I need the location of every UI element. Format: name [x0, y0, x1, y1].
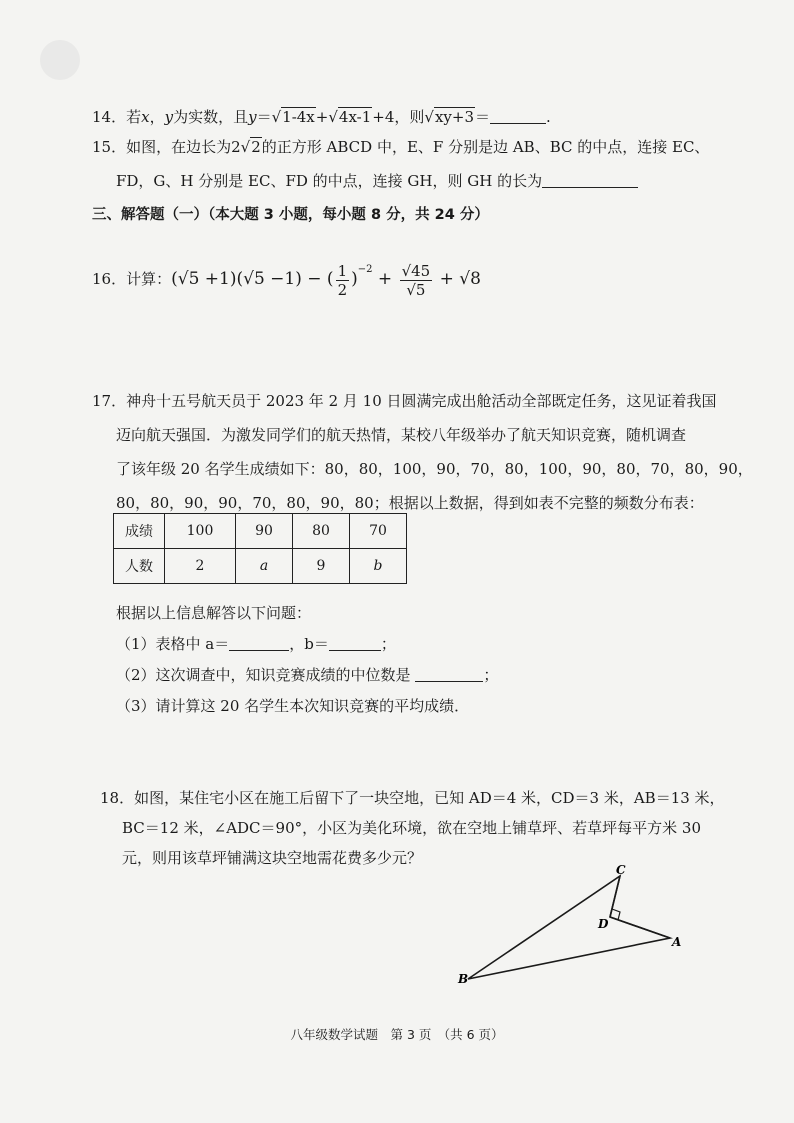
question-15-line-2	[116, 171, 638, 191]
q17-text: （1）表格中 a＝	[116, 635, 230, 653]
frac-num: √45	[401, 261, 431, 280]
label-c: C	[616, 863, 626, 877]
table-row	[114, 514, 407, 549]
q17-line-2: 迈向航天强国．为激发同学们的航天热情，某校八年级举办了航天知识竞赛，随机调查	[116, 426, 687, 444]
answer-blank-b[interactable]	[329, 636, 381, 651]
table-cell: a	[236, 549, 293, 584]
q16-expr: + √8	[434, 269, 481, 289]
q16-expr: )	[351, 269, 358, 289]
segment-da	[610, 917, 670, 938]
q17-part-3: （3）请计算这 20 名学生本次知识竞赛的平均成绩．	[116, 697, 470, 715]
table-cell: 成绩	[114, 514, 165, 549]
q17-text: ，b＝	[289, 635, 329, 653]
q16-expr: (√5 +1)(√5 −1) − (	[171, 269, 334, 289]
question-number: 16．	[92, 270, 127, 288]
section-heading: 三、解答题（一）（本大题 3 小题，每小题 8 分，共 24 分）	[92, 207, 489, 223]
q17-text: ；	[483, 666, 499, 684]
q17-line-1: 17．神舟十五号航天员于 2023 年 2 月 10 日圆满完成出舱活动全部既定任务，这见证着我国	[92, 392, 717, 410]
radicand-1: 1-4x	[282, 108, 315, 126]
table-cell: 100	[165, 514, 236, 549]
question-number: 15．	[92, 138, 127, 156]
fraction-root	[400, 262, 433, 299]
q14-plus: +	[315, 108, 329, 126]
label-d: D	[598, 917, 609, 931]
q14-text: 若	[126, 108, 142, 126]
q16-label: 计算：	[126, 270, 172, 288]
radicand-3: xy+3	[434, 108, 475, 126]
question-number: 14．	[92, 108, 127, 126]
table-cell: 80	[293, 514, 350, 549]
fraction-half	[336, 262, 350, 299]
q15-text: 的正方形 ABCD 中，E、F 分别是边 AB、BC 的中点，连接 EC、	[261, 138, 710, 156]
q14-comma: ，	[149, 108, 165, 126]
label-a: A	[672, 935, 682, 949]
answer-blank-a[interactable]	[229, 636, 289, 651]
exponent: −2	[357, 264, 373, 275]
q14-end: .	[546, 108, 551, 126]
scan-smudge	[40, 40, 80, 80]
frac-den: √5	[406, 280, 426, 299]
radicand-2: 4x-1	[338, 108, 372, 126]
quadrilateral-figure	[450, 860, 690, 990]
q15-coef: 2	[231, 138, 241, 156]
table-cell: 70	[350, 514, 407, 549]
frequency-table	[113, 513, 407, 584]
table-row	[114, 549, 407, 584]
frac-num: 1	[337, 261, 348, 280]
table-cell: 2	[165, 549, 236, 584]
var-x: x	[141, 108, 150, 126]
q18-line-1: 18．如图，某住宅小区在施工后留下了一块空地，已知 AD＝4 米，CD＝3 米，AB＝13 米，	[100, 789, 725, 807]
radicand: 2	[251, 138, 261, 156]
answer-blank[interactable]	[490, 109, 546, 124]
table-cell: 90	[236, 514, 293, 549]
frac-den: 2	[337, 280, 348, 299]
q14-eq: ＝	[256, 108, 272, 126]
answer-blank[interactable]	[542, 173, 638, 188]
q17-line-3: 了该年级 20 名学生成绩如下：80，80，100，90，70，80，100，90，80，70，80，90，	[116, 460, 753, 478]
question-15-line-1: 15．如图，在边长为2√2的正方形 ABCD 中，E、F 分别是边 AB、BC 的中点，连接 EC、	[92, 138, 710, 156]
label-b: B	[458, 972, 469, 986]
table-cell: 人数	[114, 549, 165, 584]
question-16	[92, 248, 481, 299]
table-cell: b	[350, 549, 407, 584]
q17-text: （2）这次调查中，知识竞赛成绩的中位数是	[116, 666, 411, 684]
q16-plus: +	[372, 269, 398, 289]
q14-eq: ＝	[475, 108, 491, 126]
q17-part-1	[116, 634, 396, 654]
question-14: 14．若x，y为实数，且y＝√1-4x+√4x-1+4，则√xy+3＝ .	[92, 108, 551, 126]
q17-text: ；	[380, 635, 396, 653]
q17-line-4: 80，80，90，90，70，80，90，80；根据以上数据，得到如表不完整的频数分布表：	[116, 494, 704, 512]
answer-blank-median[interactable]	[415, 667, 483, 682]
table-cell: 9	[293, 549, 350, 584]
q14-text: 为实数，且	[173, 108, 249, 126]
q18-line-2: BC＝12 米，∠ADC＝90°，小区为美化环境，欲在空地上铺草坪、若草坪每平方米 30	[122, 819, 701, 837]
q14-text: +4，则	[372, 108, 425, 126]
q17-part-2	[116, 665, 498, 685]
page-footer: 八年级数学试题 第 3 页 （共 6 页）	[290, 1027, 504, 1042]
q15-text: FD，G、H 分别是 EC、FD 的中点，连接 GH，则 GH 的长为	[116, 172, 543, 190]
q15-text: 如图，在边长为	[126, 138, 232, 156]
q17-prompt: 根据以上信息解答以下问题：	[116, 604, 312, 622]
var-y: y	[164, 108, 174, 126]
q18-line-3: 元，则用该草坪铺满这块空地需花费多少元？	[122, 849, 423, 867]
var-y: y	[248, 108, 257, 126]
